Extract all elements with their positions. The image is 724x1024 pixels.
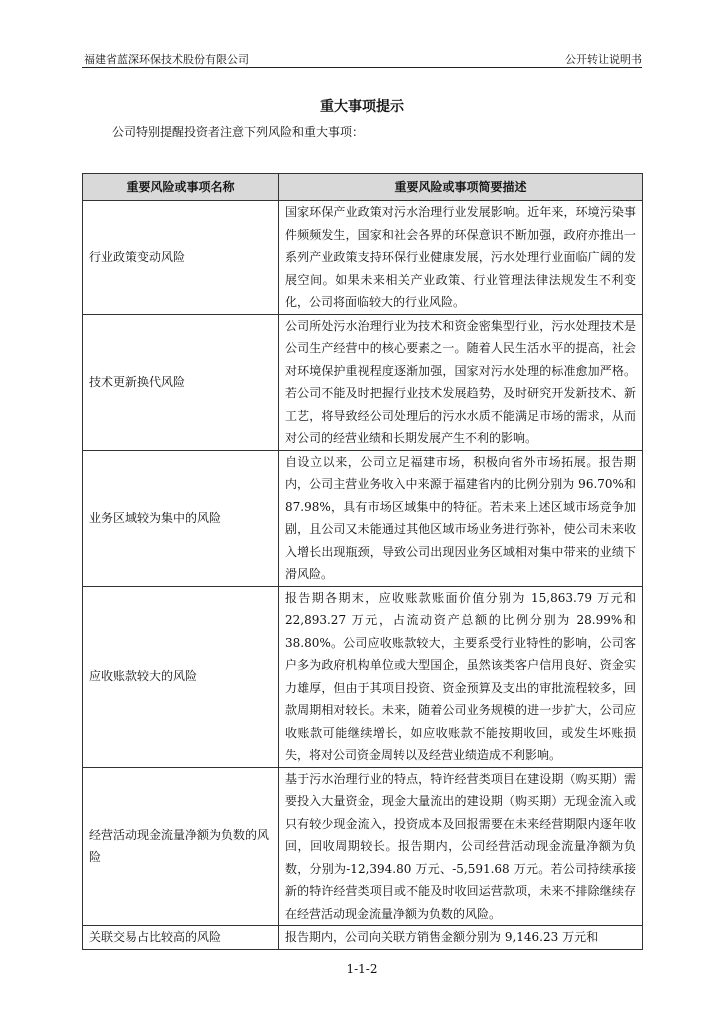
risk-name-cell: 经营活动现金流量净额为负数的风险 <box>83 767 279 926</box>
table-header-row <box>83 174 643 201</box>
risk-name-cell: 关联交易占比较高的风险 <box>83 926 279 950</box>
risk-name-cell: 技术更新换代风险 <box>83 314 279 450</box>
risk-name-cell: 行业政策变动风险 <box>83 201 279 315</box>
risk-desc-cell: 国家环保产业政策对污水治理行业发展影响。近年来，环境污染事件频频发生，国家和社会各界的环保意识不断加强，政府亦推出一系列产业政策支持环保行业健康发展，污水处理行业面临广阔的发展空间。如果未来相关产业政策、行业管理法律法规发生不利变化，公司将面临较大的行业风险。 <box>279 201 643 315</box>
page-header-doc-type: 公开转让说明书 <box>565 53 642 66</box>
header-divider <box>82 67 642 68</box>
table-row <box>83 926 643 950</box>
page-title: 重大事项提示 <box>320 99 404 115</box>
risk-desc-cell: 报告期内，公司向关联方销售金额分别为 9,146.23 万元和 <box>279 926 643 950</box>
page-header-company: 福建省蓝深环保技术股份有限公司 <box>84 53 249 66</box>
risk-desc-cell: 报告期各期末，应收账款账面价值分别为 15,863.79 万元和 22,893.27 万元，占流动资产总额的比例分别为 28.99%和 38.80%。公司应收账款较大，主要系受行业特性的影响，公司客户多为政府机构单位或大型国企，虽然该类客户信用良好、资金实力雄厚，但由于其项目投资、资金预算及支出的审批流程较多，回款周期相对较长。未来，随着公司业务规模的进一步扩大，公司应收账款可能继续增长，如应收账款不能按期收回，或发生坏账损失，将对公司资金周转以及经营业绩造成不利影响。 <box>279 586 643 767</box>
table-row <box>83 450 643 586</box>
intro-paragraph: 公司特别提醒投资者注意下列风险和重大事项： <box>112 125 365 139</box>
header-risk-name: 重要风险或事项名称 <box>83 174 279 201</box>
risk-table <box>82 173 643 950</box>
risk-desc-cell: 自设立以来，公司立足福建市场，积极向省外市场拓展。报告期内，公司主营业务收入中来源于福建省内的比例分别为 96.70%和 87.98%，具有市场区域集中的特征。若未来上述区域市场竞争加剧，且公司又未能通过其他区域市场业务进行弥补，使公司未来收入增长出现瓶颈，导致公司出现因业务区域相对集中带来的业绩下滑风险。 <box>279 450 643 586</box>
table-row <box>83 314 643 450</box>
table-row <box>83 767 643 926</box>
risk-desc-cell: 公司所处污水治理行业为技术和资金密集型行业，污水处理技术是公司生产经营中的核心要素之一。随着人民生活水平的提高，社会对环境保护重视程度逐渐加强，国家对污水处理的标准愈加严格。若公司不能及时把握行业技术发展趋势，及时研究开发新技术、新工艺，将导致经公司处理后的污水水质不能满足市场的需求，从而对公司的经营业绩和长期发展产生不利的影响。 <box>279 314 643 450</box>
page-number: 1-1-2 <box>346 962 378 976</box>
table-row <box>83 201 643 315</box>
risk-name-cell: 业务区域较为集中的风险 <box>83 450 279 586</box>
header-risk-desc: 重要风险或事项简要描述 <box>279 174 643 201</box>
risk-desc-cell: 基于污水治理行业的特点，特许经营类项目在建设期（购买期）需要投入大量资金，现金大量流出的建设期（购买期）无现金流入或只有较少现金流入，投资成本及回报需要在未来经营期限内逐年收回，回收周期较长。报告期内，公司经营活动现金流量净额为负数，分别为-12,394.80 万元、-5,591.68 万元。若公司持续承接新的特许经营类项目或不能及时收回运营款项，未来不排除继续存在经营活动现金流量净额为负数的风险。 <box>279 767 643 926</box>
table-row <box>83 586 643 767</box>
risk-name-cell: 应收账款较大的风险 <box>83 586 279 767</box>
